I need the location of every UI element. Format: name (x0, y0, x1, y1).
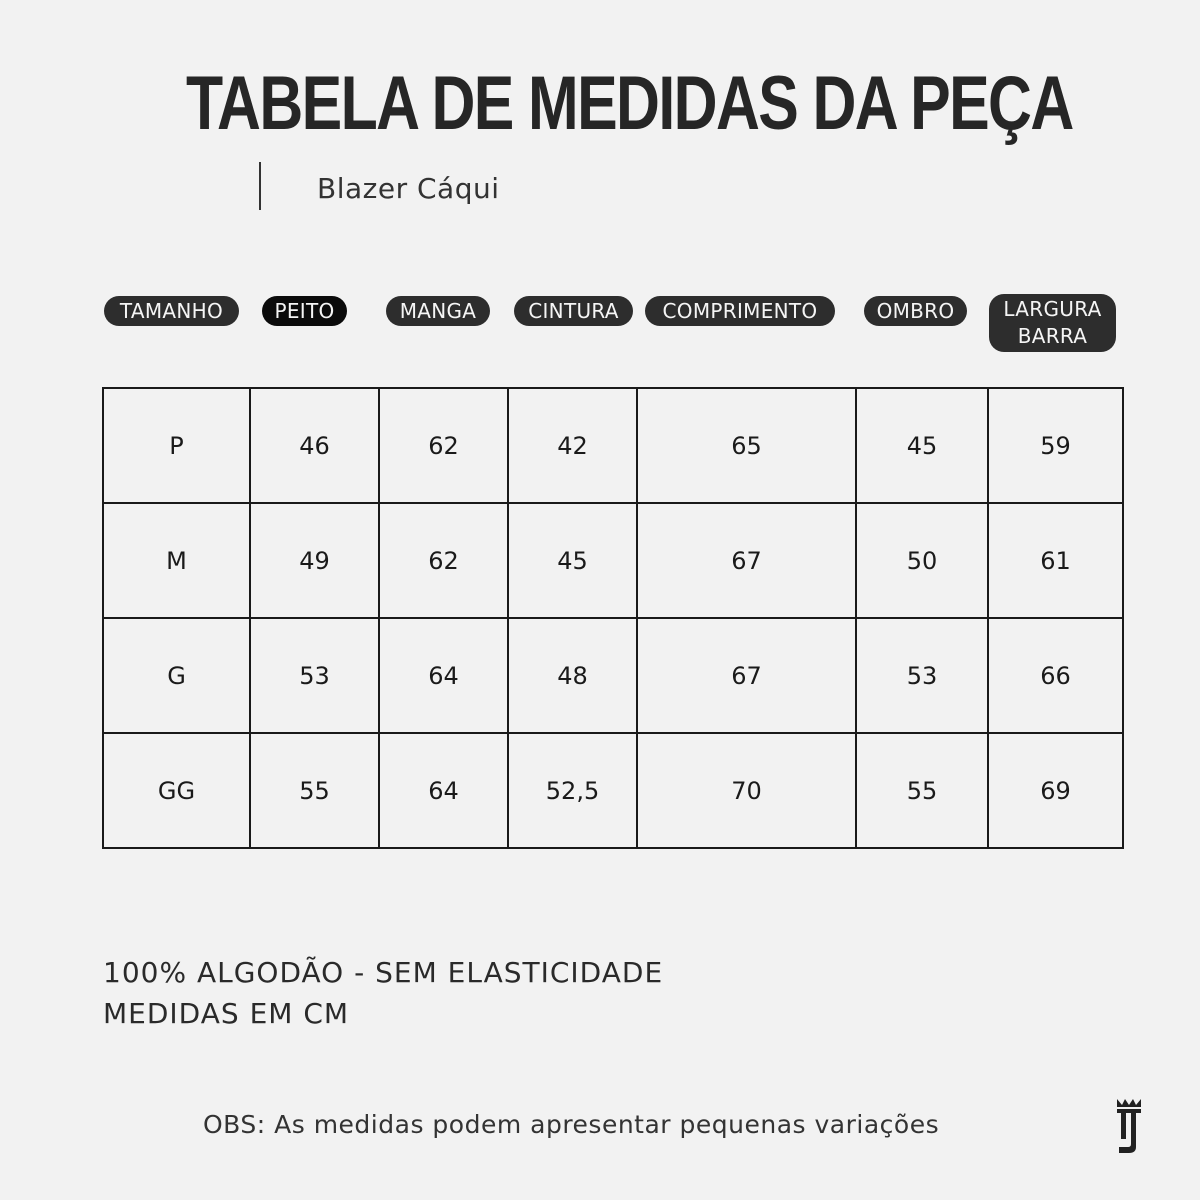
table-cell: 69 (988, 733, 1123, 848)
table-cell: 49 (250, 503, 379, 618)
table-row (103, 388, 1123, 503)
table-cell: 45 (508, 503, 637, 618)
table-cell: 67 (637, 618, 856, 733)
table-cell: 65 (637, 388, 856, 503)
table-cell: 50 (856, 503, 988, 618)
table-cell: 48 (508, 618, 637, 733)
header-pill-peito: PEITO (262, 296, 347, 326)
table-cell: 66 (988, 618, 1123, 733)
table-cell: 62 (379, 503, 508, 618)
observation-note: OBS: As medidas podem apresentar pequenas variações (203, 1110, 940, 1139)
table-cell: G (103, 618, 250, 733)
monogram-logo-icon (1114, 1097, 1144, 1155)
table-cell: 53 (856, 618, 988, 733)
table-cell: 67 (637, 503, 856, 618)
table-cell: 55 (250, 733, 379, 848)
header-pill-comprimento: COMPRIMENTO (645, 296, 835, 326)
product-name: Blazer Cáqui (317, 172, 500, 205)
table-cell: 46 (250, 388, 379, 503)
header-pill-ombro: OMBRO (864, 296, 967, 326)
table-cell: 62 (379, 388, 508, 503)
table-cell: 42 (508, 388, 637, 503)
table-cell: 61 (988, 503, 1123, 618)
header-pill-barra-line: BARRA (1017, 324, 1088, 348)
table-cell: 64 (379, 733, 508, 848)
title-divider (259, 162, 261, 210)
material-note: 100% ALGODÃO - SEM ELASTICIDADE (103, 956, 664, 989)
table-cell: 55 (856, 733, 988, 848)
size-table (102, 387, 1124, 849)
header-pill-manga: MANGA (386, 296, 490, 326)
table-row (103, 618, 1123, 733)
table-cell: P (103, 388, 250, 503)
table-cell: 59 (988, 388, 1123, 503)
header-pill-largura-line: LARGURA (1003, 297, 1102, 321)
table-cell: 70 (637, 733, 856, 848)
table-row (103, 503, 1123, 618)
page-title: TABELA DE MEDIDAS DA PEÇA (186, 61, 1073, 146)
header-pill-cintura: CINTURA (514, 296, 633, 326)
units-note: MEDIDAS EM CM (103, 997, 350, 1030)
table-row (103, 733, 1123, 848)
header-pill-largura-barra (989, 294, 1116, 352)
table-cell: GG (103, 733, 250, 848)
table-cell: 64 (379, 618, 508, 733)
header-pill-tamanho: TAMANHO (104, 296, 239, 326)
table-cell: 52,5 (508, 733, 637, 848)
table-cell: 45 (856, 388, 988, 503)
table-cell: M (103, 503, 250, 618)
table-cell: 53 (250, 618, 379, 733)
